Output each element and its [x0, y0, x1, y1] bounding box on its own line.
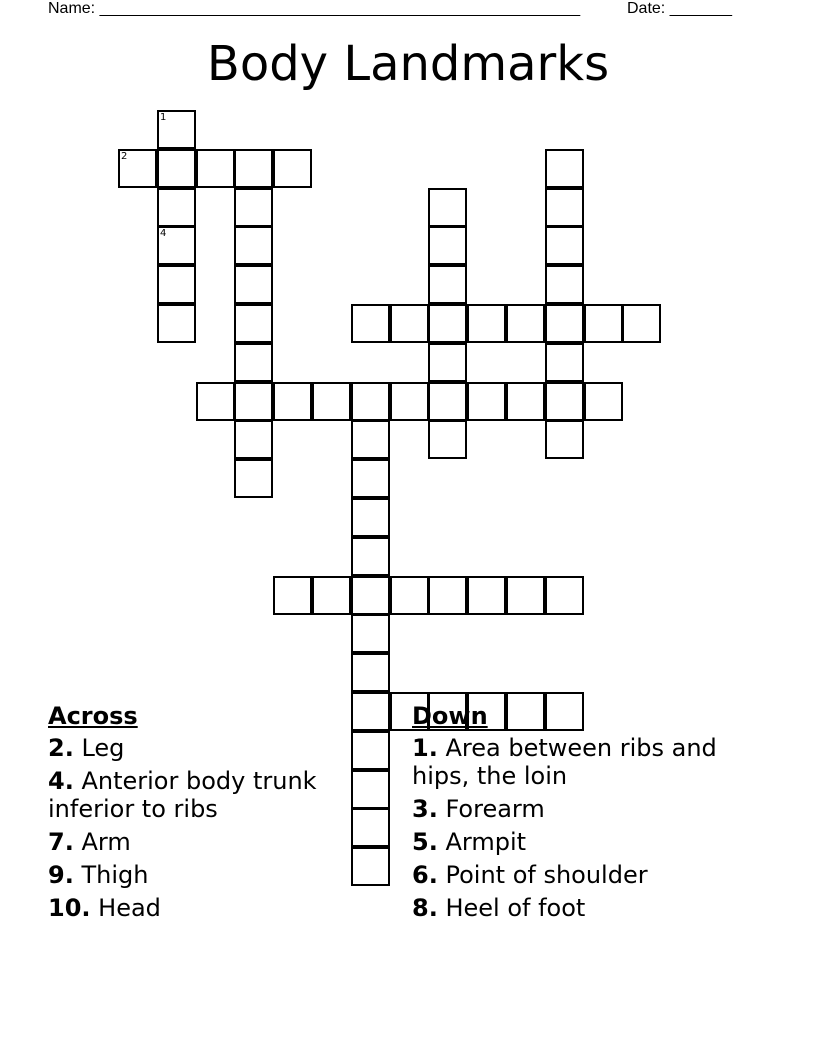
grid-cell[interactable] — [234, 304, 273, 343]
grid-cell[interactable] — [234, 343, 273, 382]
grid-cell[interactable] — [157, 149, 196, 188]
grid-cell[interactable] — [428, 188, 467, 227]
grid-cell[interactable] — [390, 304, 429, 343]
cell-number: 4 — [160, 228, 167, 239]
down-heading: Down — [412, 702, 488, 730]
grid-cell[interactable] — [157, 188, 196, 227]
across-heading: Across — [48, 702, 138, 730]
grid-cell[interactable] — [428, 343, 467, 382]
grid-cell[interactable] — [351, 304, 390, 343]
grid-cell[interactable] — [312, 576, 351, 615]
name-field-label: Name: ______________________________________________________ — [48, 0, 581, 17]
grid-cell[interactable] — [428, 420, 467, 459]
grid-cell[interactable] — [390, 382, 429, 421]
grid-cell[interactable] — [545, 188, 584, 227]
grid-cell[interactable] — [545, 226, 584, 265]
grid-cell[interactable] — [545, 304, 584, 343]
down-clues — [412, 702, 752, 927]
grid-cell[interactable] — [545, 265, 584, 304]
grid-cell[interactable] — [351, 614, 390, 653]
grid-cell[interactable] — [234, 265, 273, 304]
grid-cell[interactable] — [351, 653, 390, 692]
grid-cell[interactable] — [351, 576, 390, 615]
grid-cell[interactable] — [390, 576, 429, 615]
clue-across-4: 4. Anterior body trunk inferior to ribs — [48, 767, 317, 823]
clue-across-2: 2. Leg — [48, 734, 125, 762]
date-field-label: Date: _______ — [627, 0, 732, 17]
clue-down-5: 5. Armpit — [412, 828, 527, 856]
grid-cell[interactable] — [273, 149, 312, 188]
grid-cell[interactable] — [545, 576, 584, 615]
grid-cell[interactable] — [234, 188, 273, 227]
grid-cell[interactable] — [234, 382, 273, 421]
grid-cell[interactable] — [506, 304, 545, 343]
grid-cell[interactable] — [428, 226, 467, 265]
grid-cell[interactable] — [351, 420, 390, 459]
grid-cell[interactable] — [428, 382, 467, 421]
cell-number: 1 — [160, 112, 167, 123]
grid-cell[interactable] — [351, 537, 390, 576]
grid-cell[interactable] — [545, 382, 584, 421]
grid-cell[interactable] — [273, 576, 312, 615]
grid-cell[interactable] — [467, 304, 506, 343]
grid-cell[interactable] — [157, 226, 196, 265]
clue-across-10: 10. Head — [48, 894, 161, 922]
grid-cell[interactable] — [506, 382, 545, 421]
grid-cell[interactable] — [584, 304, 623, 343]
clue-down-1: 1. Area between ribs and hips, the loin — [412, 734, 717, 790]
grid-cell[interactable] — [196, 149, 235, 188]
page-title: Body Landmarks — [206, 36, 610, 92]
grid-cell[interactable] — [234, 226, 273, 265]
grid-cell[interactable] — [467, 576, 506, 615]
grid-cell[interactable] — [545, 420, 584, 459]
clue-across-7: 7. Arm — [48, 828, 131, 856]
grid-cell[interactable] — [351, 459, 390, 498]
grid-cell[interactable] — [273, 382, 312, 421]
grid-cell[interactable] — [428, 576, 467, 615]
grid-cell[interactable] — [467, 382, 506, 421]
grid-cell[interactable] — [196, 382, 235, 421]
across-clues — [48, 702, 378, 927]
clue-across-9: 9. Thigh — [48, 861, 149, 889]
grid-cell[interactable] — [234, 149, 273, 188]
grid-cell[interactable] — [428, 304, 467, 343]
clue-down-8: 8. Heel of foot — [412, 894, 586, 922]
grid-cell[interactable] — [234, 420, 273, 459]
grid-cell[interactable] — [351, 498, 390, 537]
grid-cell[interactable] — [157, 304, 196, 343]
grid-cell[interactable] — [545, 149, 584, 188]
grid-cell[interactable] — [157, 265, 196, 304]
clue-down-3: 3. Forearm — [412, 795, 545, 823]
grid-cell[interactable] — [622, 304, 661, 343]
clue-down-6: 6. Point of shoulder — [412, 861, 648, 889]
grid-cell[interactable] — [157, 110, 196, 149]
grid-cell[interactable] — [428, 265, 467, 304]
grid-cell[interactable] — [118, 149, 157, 188]
grid-cell[interactable] — [234, 459, 273, 498]
grid-cell[interactable] — [545, 343, 584, 382]
cell-number: 2 — [121, 151, 128, 162]
grid-cell[interactable] — [351, 382, 390, 421]
grid-cell[interactable] — [312, 382, 351, 421]
grid-cell[interactable] — [506, 576, 545, 615]
grid-cell[interactable] — [584, 382, 623, 421]
